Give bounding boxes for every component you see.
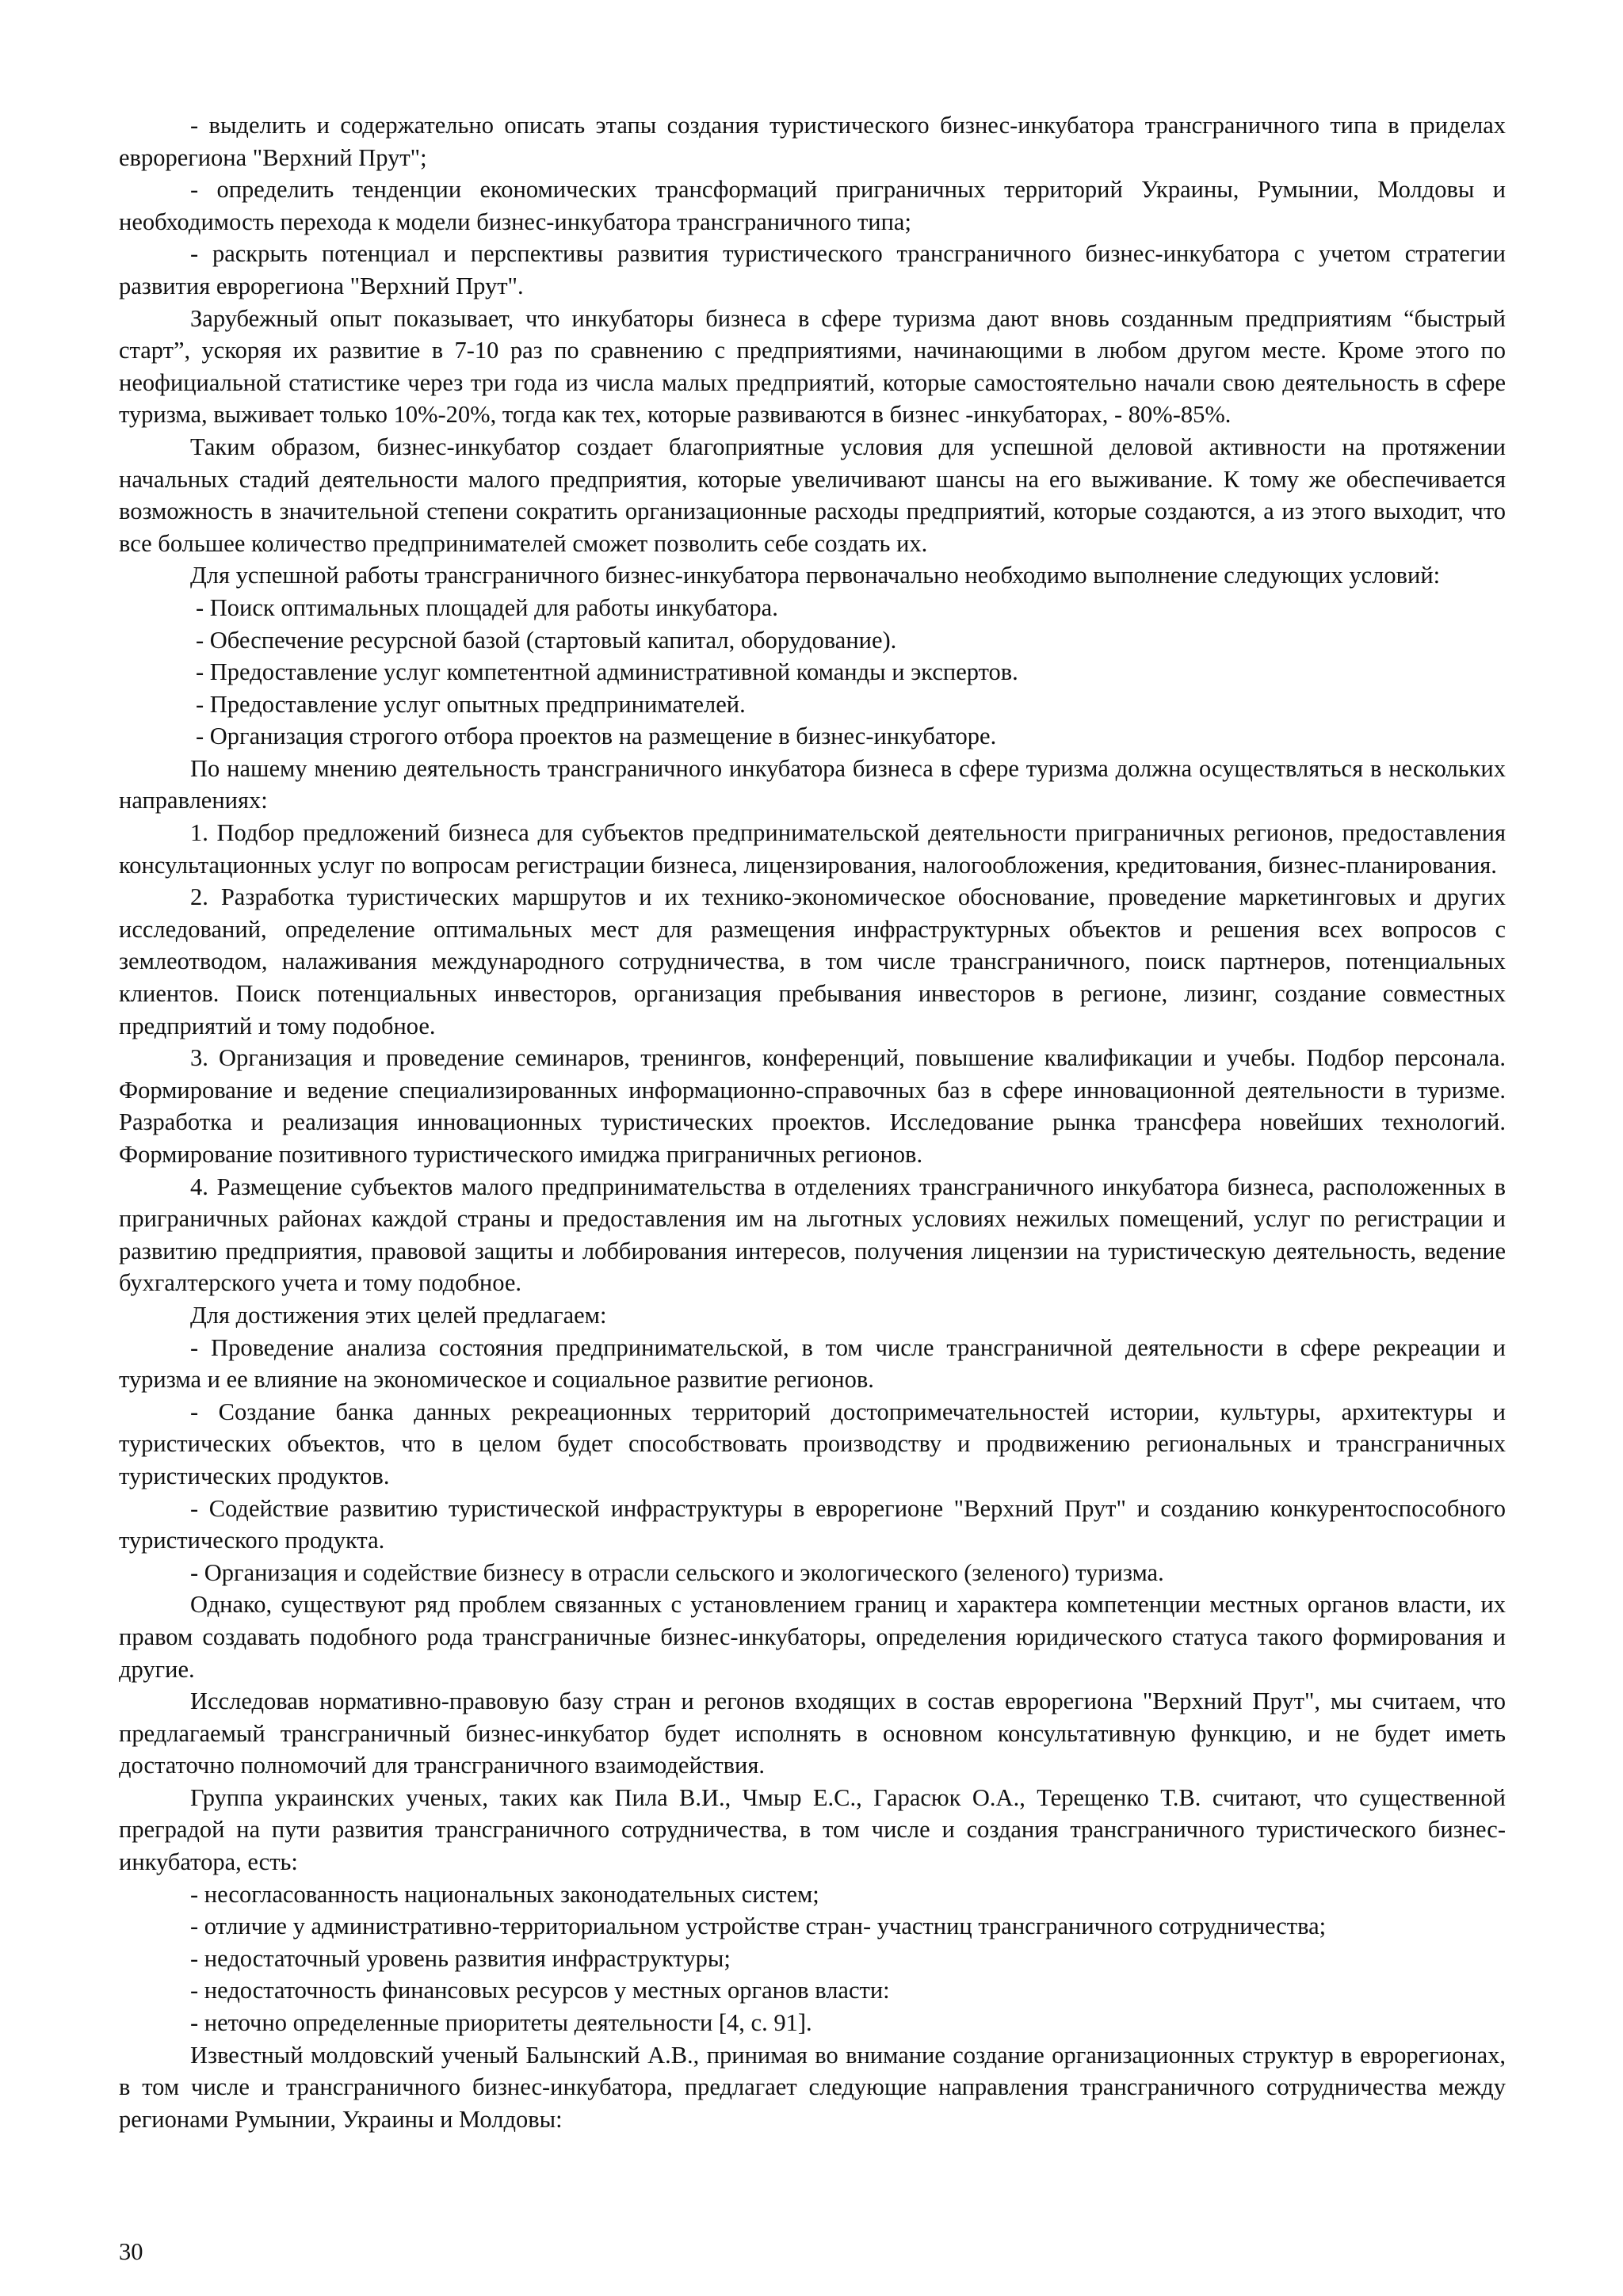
list-item: - Обеспечение ресурсной базой (стартовый капитал, оборудование).	[196, 626, 897, 654]
paragraph: Группа украинских ученых, таких как Пила В.И., Чмыр Е.С., Гарасюк О.А., Терещенко Т.В. считают, что существенной преградой на пути развития трансграничного сотрудничества, в том числе и создания трансграничного туристического бизнес-инкубатора, есть:	[119, 1783, 1506, 1876]
body-text	[119, 109, 1506, 2135]
paragraph: - Содействие развитию туристической инфраструктуры в еврорегионе "Верхний Прут" и созданию конкурентоспособного туристического продукта.	[119, 1494, 1506, 1554]
paragraph: 4. Размещение субъектов малого предпринимательства в отделениях трансграничного инкубатора бизнеса, расположенных в приграничных районах каждой страны и предоставления им на льготных условиях нежилых помещений, услуг по регистрации и развитию предприятия, правовой защиты и лоббирования интересов, получения лицензии на туристическую деятельность, ведение бухгалтерского учета и тому подобное.	[119, 1173, 1506, 1297]
list-item: - недостаточность финансовых ресурсов у местных органов власти:	[190, 1977, 890, 2004]
paragraph: Однако, существуют ряд проблем связанных с установлением границ и характера компетенции местных органов власти, их правом создавать подобного рода трансграничные бизнес-инкубаторы, определения юридического статуса такого формирования и другие.	[119, 1591, 1506, 1683]
page-number: 30	[119, 2238, 143, 2265]
list-item: - неточно определенные приоритеты деятельности [4, с. 91].	[190, 2009, 812, 2037]
paragraph: Таким образом, бизнес-инкубатор создает благоприятные условия для успешной деловой активности на протяжении начальных стадий деятельности малого предприятия, которые увеличивают шансы на его выживание. К тому же обеспечивается возможность в значительной степени сократить организационные расходы предприятий, которые создаются, а из этого выходит, что все большее количество предпринимателей сможет позволить себе создать их.	[119, 433, 1506, 557]
list-item: - Поиск оптимальных площадей для работы инкубатора.	[196, 593, 778, 621]
paragraph: Исследовав нормативно-правовую базу стран и регонов входящих в состав еврорегиона "Верхний Прут", мы считаем, что предлагаемый трансграничный бизнес-инкубатор будет исполнять в основном консультативную функцию, и не будет иметь достаточно полномочий для трансграничного взаимодействия.	[119, 1688, 1506, 1779]
list-item: - несогласованность национальных законодательных систем;	[190, 1880, 819, 1908]
paragraph: 2. Разработка туристических маршрутов и их технико-экономическое обоснование, проведение маркетинговых и других исследований, определение оптимальных мест для размещения инфраструктурных объектов и решения всех вопросов с землеотводом, налаживания международного сотрудничества, в том числе трансграничного, поиск партнеров, потенциальных клиентов. Поиск потенциальных инвесторов, организация пребывания инвесторов в регионе, лизинг, создание совместных предприятий и тому подобное.	[119, 883, 1506, 1039]
paragraph: Для достижения этих целей предлагаем:	[190, 1301, 607, 1329]
paragraph: - Создание банка данных рекреационных территорий достопримечательностей истории, культуры, архитектуры и туристических объектов, что в целом будет способствовать производству и продвижению региональных и трансграничных туристических продуктов.	[119, 1398, 1506, 1489]
paragraph: 3. Организация и проведение семинаров, тренингов, конференций, повышение квалификации и учебы. Подбор персонала. Формирование и ведение специализированных информационно-справочных баз в сфере инновационной деятельности в туризме. Разработка и реализация инновационных туристических проектов. Исследование рынка трансфера новейших технологий. Формирование позитивного туристического имиджа приграничных регионов.	[119, 1044, 1506, 1168]
paragraph: - Проведение анализа состояния предпринимательской, в том числе трансграничной деятельности в сфере рекреации и туризма и ее влияние на экономическое и социальное развитие регионов.	[119, 1333, 1506, 1394]
list-item: - недостаточный уровень развития инфраструктуры;	[190, 1944, 731, 1972]
list-item: - Предоставление услуг опытных предпринимателей.	[196, 690, 746, 718]
paragraph: - раскрыть потенциал и перспективы развития туристического трансграничного бизнес-инкубатора с учетом стратегии развития еврорегиона "Верхний Прут".	[119, 240, 1506, 299]
paragraph: Известный молдовский ученый Балынский А.В., принимая во внимание создание организационных структур в еврорегионах, в том числе и трансграничного бизнес-инкубатора, предлагает следующие направления трансграничного сотрудничества между регионами Румынии, Украины и Молдовы:	[119, 2041, 1506, 2133]
list-item: - Организация строгого отбора проектов на размещение в бизнес-инкубаторе.	[196, 723, 997, 750]
paragraph: - определить тенденции економических трансформаций приграничных территорий Украины, Румынии, Молдовы и необходимость перехода к модели бизнес-инкубатора трансграничного типа;	[119, 176, 1506, 235]
paragraph: - выделить и содержательно описать этапы создания туристического бизнес-инкубатора трансграничного типа в приделах еврорегиона "Верхний Прут";	[119, 112, 1506, 171]
list-item: - отличие у административно-территориальном устройстве стран- участниц трансграничного сотрудничества;	[190, 1913, 1327, 1940]
paragraph: Для успешной работы трансграничного бизнес-инкубатора первоначально необходимо выполнение следующих условий:	[190, 562, 1441, 589]
paragraph: 1. Подбор предложений бизнеса для субъектов предпринимательской деятельности приграничных регионов, предоставления консультационных услуг по вопросам регистрации бизнеса, лицензирования, налогообложения, кредитования, бизнес-планирования.	[119, 819, 1506, 879]
paragraph: Зарубежный опыт показывает, что инкубаторы бизнеса в сфере туризма дают вновь созданным предприятиям “быстрый старт”, ускоряя их развитие в 7-10 раз по сравнению с предприятиями, начинающими в любом другом месте. Кроме этого по неофициальной статистике через три года из числа малых предприятий, которые самостоятельно начали свою деятельность в сфере туризма, выживает только 10%-20%, тогда как тех, которые развиваются в бизнес -инкубаторах, - 80%-85%.	[119, 304, 1506, 429]
paragraph: - Организация и содействие бизнесу в отрасли сельского и экологического (зеленого) туризма.	[190, 1558, 1164, 1586]
paragraph: По нашему мнению деятельность трансграничного инкубатора бизнеса в сфере туризма должна осуществляться в нескольких направлениях:	[119, 754, 1506, 814]
list-item: - Предоставление услуг компетентной административной команды и экспертов.	[196, 658, 1018, 686]
